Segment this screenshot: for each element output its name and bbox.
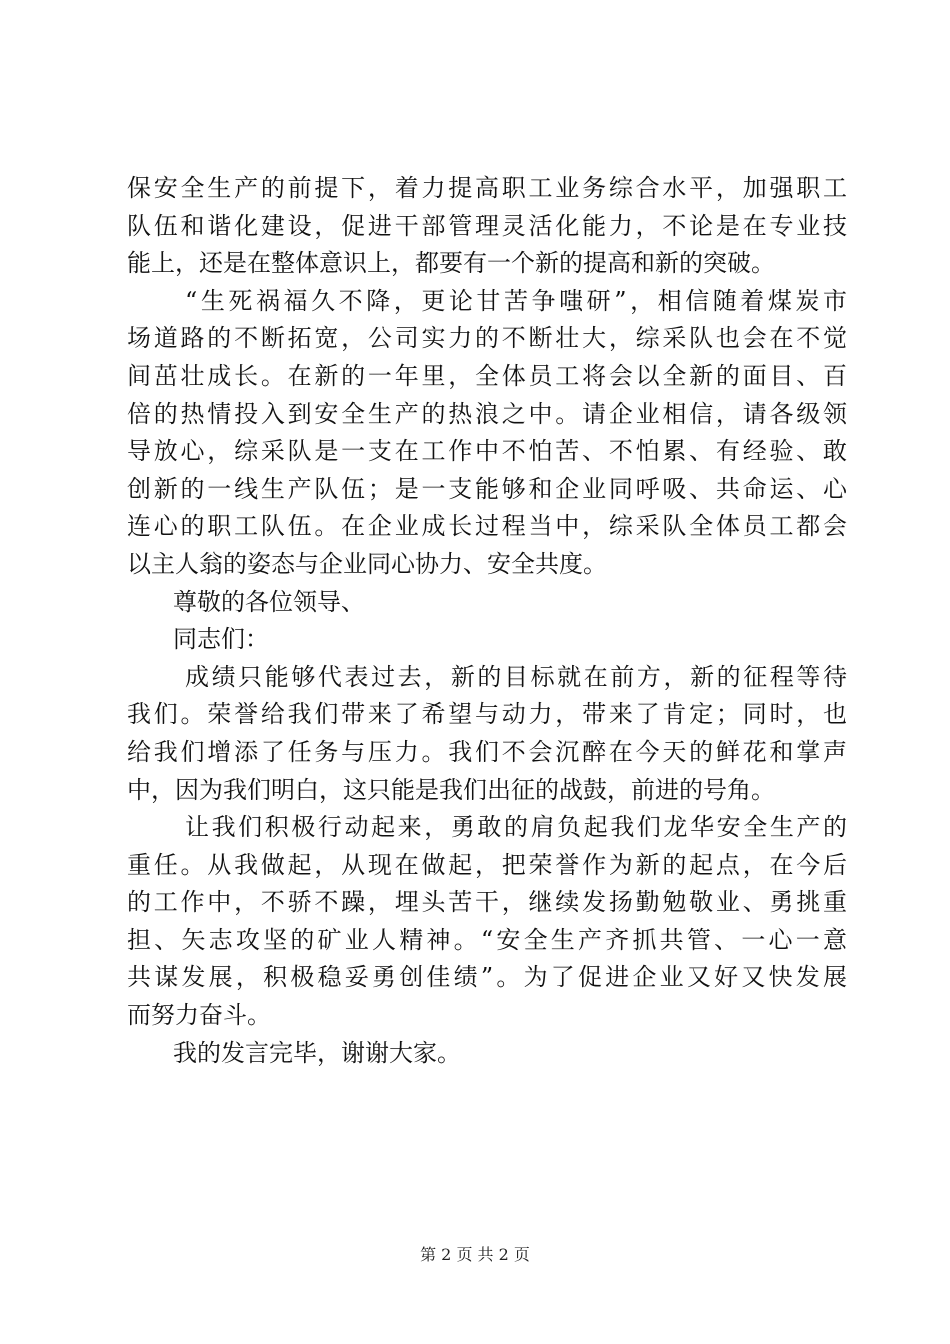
text-line: 成绩只能够代表过去，新的目标就在前方，新的征程等待 bbox=[185, 662, 847, 691]
text-line: 给我们增添了任务与压力。我们不会沉醉在今天的鲜花和掌声 bbox=[127, 737, 847, 766]
text-line: 担、矢志攻坚的矿业人精神。“安全生产齐抓共管、一心一意 bbox=[127, 925, 847, 954]
text-line: 而努力奋斗。 bbox=[127, 1001, 271, 1030]
text-line: 中，因为我们明白，这只能是我们出征的战鼓，前进的号角。 bbox=[127, 775, 775, 804]
salutation-line: 尊敬的各位领导、 bbox=[173, 587, 365, 616]
text-line: 共谋发展，积极稳妥勇创佳绩”。为了促进企业又好又快发展 bbox=[127, 963, 847, 992]
text-line: 以主人翁的姿态与企业同心协力、安全共度。 bbox=[127, 549, 607, 578]
text-line: 间茁壮成长。在新的一年里，全体员工将会以全新的面目、百 bbox=[127, 361, 847, 390]
text-line: 能上，还是在整体意识上，都要有一个新的提高和新的突破。 bbox=[127, 249, 775, 278]
text-line: 让我们积极行动起来，勇敢的肩负起我们龙华安全生产的 bbox=[185, 813, 847, 842]
closing-line: 我的发言完毕，谢谢大家。 bbox=[173, 1038, 461, 1067]
text-line: 导放心，综采队是一支在工作中不怕苦、不怕累、有经验、敢 bbox=[127, 437, 847, 466]
text-line: 重任。从我做起，从现在做起，把荣誉作为新的起点，在今后 bbox=[127, 850, 847, 879]
text-line: 我们。荣誉给我们带来了希望与动力，带来了肯定；同时，也 bbox=[127, 700, 847, 729]
text-line: 创新的一线生产队伍；是一支能够和企业同呼吸、共命运、心 bbox=[127, 474, 847, 503]
text-line: 的工作中，不骄不躁，埋头苦干，继续发扬勤勉敬业、勇挑重 bbox=[127, 888, 847, 917]
document-body bbox=[127, 170, 847, 1072]
page-number-footer: 第 2 页 共 2 页 bbox=[420, 1245, 530, 1264]
text-line: “生死祸福久不降，更论甘苦争嗤研”，相信随着煤炭市 bbox=[185, 286, 847, 315]
text-line: 连心的职工队伍。在企业成长过程当中，综采队全体员工都会 bbox=[127, 512, 847, 541]
text-line: 倍的热情投入到安全生产的热浪之中。请企业相信，请各级领 bbox=[127, 399, 847, 428]
text-line: 保安全生产的前提下，着力提高职工业务综合水平，加强职工 bbox=[127, 174, 847, 202]
text-line: 场道路的不断拓宽，公司实力的不断壮大，综采队也会在不觉 bbox=[127, 324, 847, 353]
salutation-line: 同志们： bbox=[173, 625, 269, 654]
text-line: 队伍和谐化建设，促进干部管理灵活化能力，不论是在专业技 bbox=[127, 211, 847, 240]
